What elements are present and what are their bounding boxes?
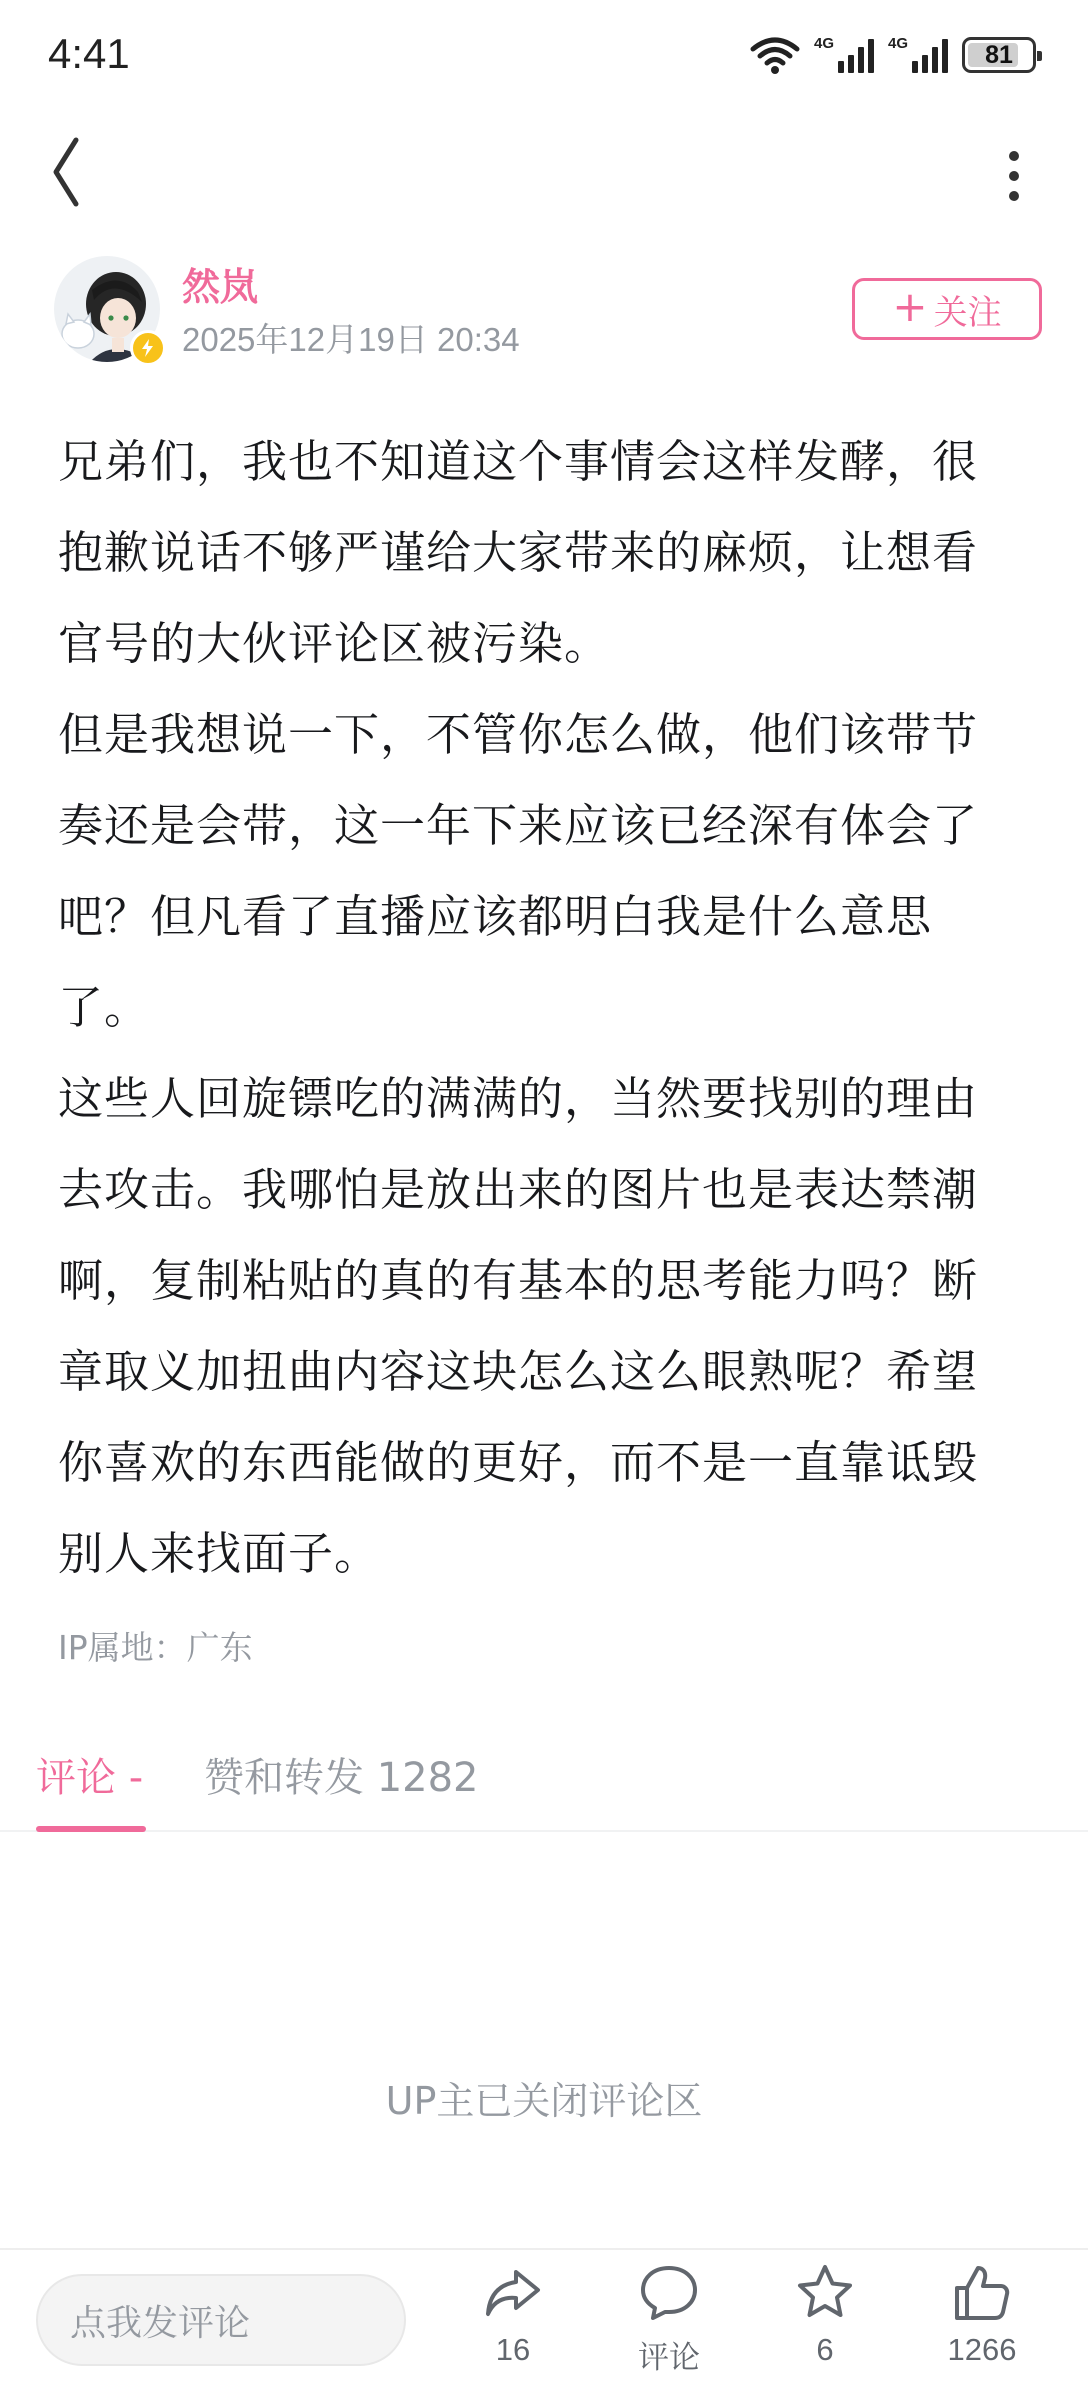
post-paragraph: 这些人回旋镖吃的满满的，当然要找别的理由去攻击。我哪怕是放出来的图片也是表达禁潮啊，复制粘贴的真的有基本的思考能力吗？断章取义加扭曲内容这块怎么这么眼熟呢？希望你喜欢的东西能做的更好，而不是一直靠诋毁别人来找面子。 — [58, 1072, 979, 1580]
thumbs-up-icon — [951, 2262, 1013, 2324]
share-icon — [482, 2262, 544, 2324]
tab-bar — [0, 1736, 1088, 1832]
cellular-signal-1 — [814, 37, 874, 73]
post-timestamp: 2025年12月19日 20:34 — [182, 321, 520, 358]
plus-icon: + — [892, 282, 928, 331]
wifi-icon — [750, 35, 800, 75]
share-button[interactable] — [443, 2262, 583, 2392]
author-header — [54, 256, 1034, 366]
more-options-button[interactable] — [974, 136, 1054, 216]
bottom-action-bar — [0, 2248, 1088, 2400]
comment-button[interactable] — [599, 2262, 739, 2392]
favorite-button[interactable] — [755, 2262, 895, 2392]
tab-likes-reposts[interactable]: 赞和转发 1282 — [204, 1755, 479, 1801]
post-paragraph: 兄弟们，我也不知道这个事情会这样发酵，很抱歉说话不够严谨给大家带来的麻烦，让想看官号的大伙评论区被污染。 — [58, 435, 979, 670]
author-name[interactable]: 然岚 — [182, 265, 259, 309]
follow-button[interactable] — [852, 278, 1042, 340]
active-tab-indicator — [36, 1826, 146, 1832]
cellular-signal-2 — [888, 37, 948, 73]
chevron-left-icon — [50, 136, 130, 216]
favorite-count: 6 — [816, 2332, 834, 2367]
comment-input[interactable]: 点我发评论 — [36, 2274, 406, 2366]
follow-label: 关注 — [933, 292, 1002, 333]
network-type-label: 4G — [888, 35, 909, 52]
post-content — [58, 416, 1004, 1599]
comments-closed-message: UP主已关闭评论区 — [385, 2079, 703, 2123]
like-count: 1266 — [947, 2332, 1017, 2367]
share-count: 16 — [495, 2332, 531, 2367]
comment-bubble-icon — [638, 2262, 700, 2324]
battery-icon — [962, 37, 1036, 73]
top-nav — [0, 120, 1088, 230]
ip-location: IP属地：广东 — [58, 1628, 253, 1667]
post-paragraph: 但是我想说一下，不管你怎么做，他们该带节奏还是会带，这一年下来应该已经深有体会了吧？但凡看了直播应该都明白我是什么意思了。 — [58, 708, 979, 1034]
status-bar — [0, 0, 1088, 112]
verified-badge-icon — [130, 330, 166, 366]
status-icons — [750, 34, 1036, 76]
tab-comments[interactable]: 评论 - — [36, 1755, 144, 1801]
like-button[interactable] — [912, 2262, 1052, 2392]
status-time: 4:41 — [48, 30, 130, 77]
comment-label: 评论 — [638, 2340, 700, 2375]
star-icon — [794, 2262, 856, 2324]
battery-percent: 81 — [985, 40, 1013, 69]
network-type-label: 4G — [814, 35, 835, 52]
more-vertical-icon — [1009, 151, 1019, 161]
back-button[interactable] — [50, 136, 130, 216]
